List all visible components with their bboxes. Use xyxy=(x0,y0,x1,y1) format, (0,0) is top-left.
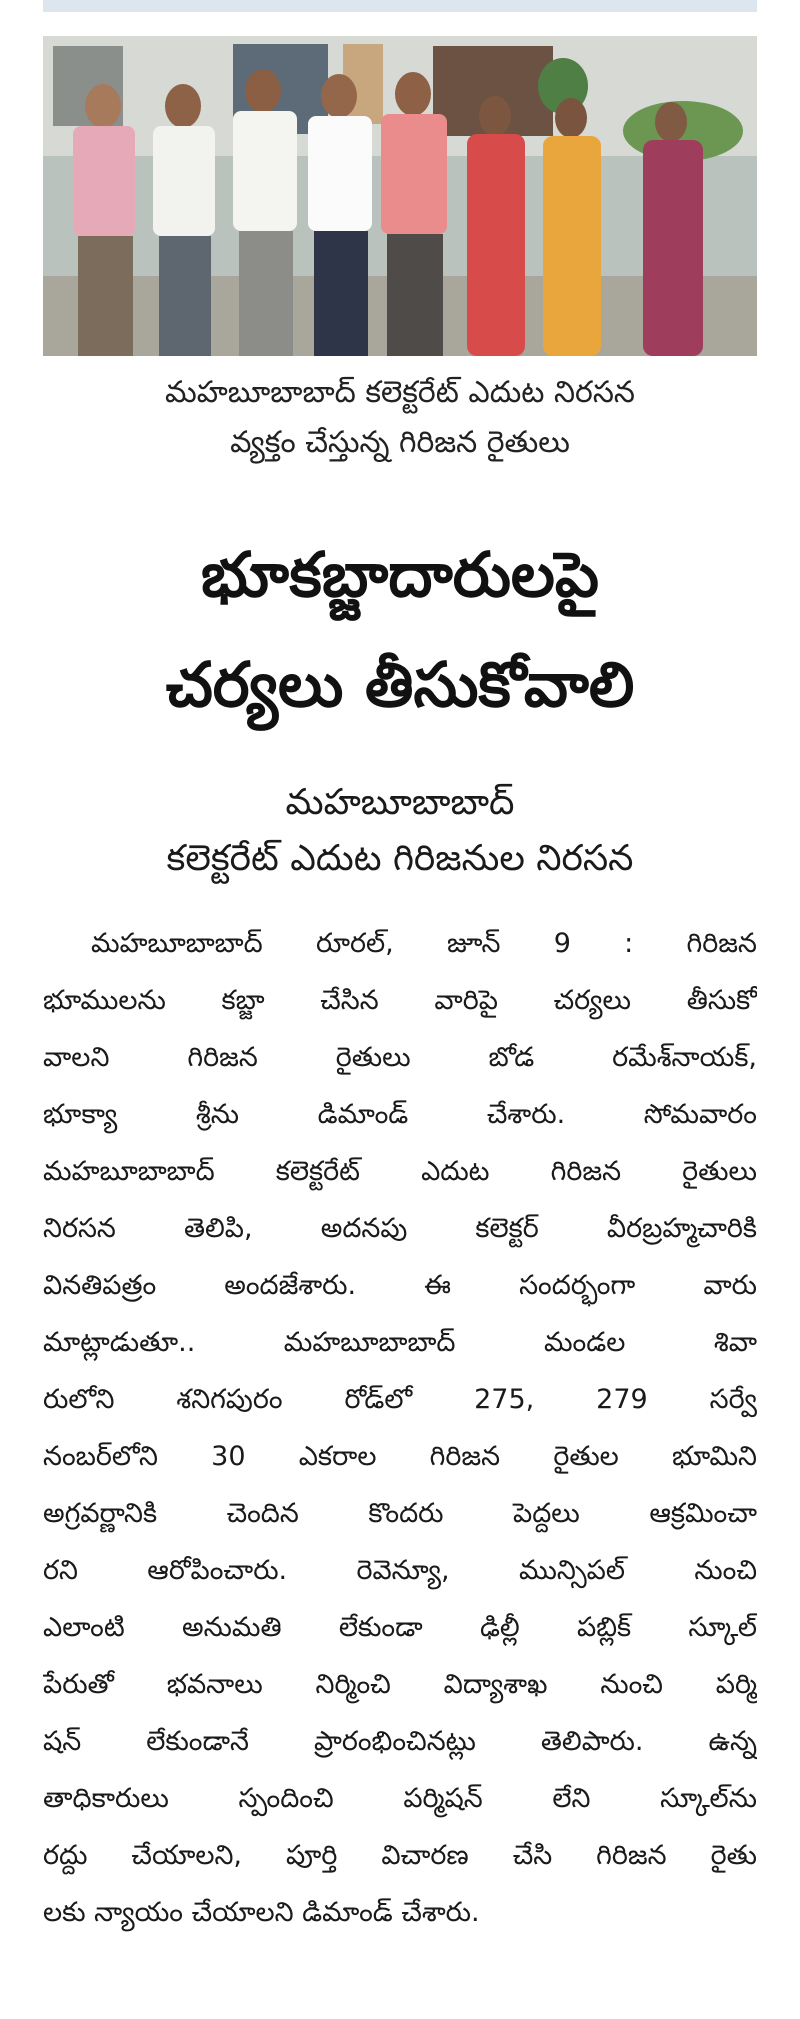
body-line: నంబర్‌లోని 30 ఎకరాల గిరిజన రైతుల భూమిని xyxy=(43,1441,757,1472)
caption-line: మహబూబాబాద్ కలెక్టరేట్ ఎదుట నిరసన xyxy=(165,375,635,410)
body-line: వినతిపత్రం అందజేశారు. ఈ సందర్భంగా వారు xyxy=(43,1270,757,1301)
body-line: రులోని శనిగపురం రోడ్‌లో 275, 279 సర్వే xyxy=(43,1384,757,1415)
body-line: రని ఆరోపించారు. రెవెన్యూ, మున్సిపల్ నుంచి xyxy=(43,1555,757,1586)
top-border-strip xyxy=(43,0,757,12)
headline-line: భూకబ్జాదారులపై xyxy=(201,538,599,611)
body-line: లకు న్యాయం చేయాలని డిమాండ్ చేశారు. xyxy=(43,1897,480,1928)
body-line: వాలని గిరిజన రైతులు బోడ రమేశ్‌నాయక్, xyxy=(43,1042,757,1073)
body-line: పేరుతో భవనాలు నిర్మించి విద్యాశాఖ నుంచి పర్మి xyxy=(43,1669,757,1700)
body-line: భూములను కబ్జా చేసిన వారిపై చర్యలు తీసుకో xyxy=(43,985,757,1016)
headline-line: చర్యలు తీసుకోవాలి xyxy=(165,648,635,721)
article-subhead xyxy=(20,775,780,887)
body-line: ఎలాంటి అనుమతి లేకుండా ఢిల్లీ పబ్లిక్ స్కూల్ xyxy=(43,1612,757,1643)
body-line: మాట్లాడుతూ.. మహబూబాబాద్ మండల శివా xyxy=(43,1327,757,1358)
caption-line: వ్యక్తం చేస్తున్న గిరిజన రైతులు xyxy=(230,425,570,460)
body-line: అగ్రవర్ణానికి చెందిన కొందరు పెద్దలు ఆక్రమించా xyxy=(43,1498,757,1529)
body-line: మహబూబాబాద్ కలెక్టరేట్ ఎదుట గిరిజన రైతులు xyxy=(43,1156,757,1187)
body-line: నిరసన తెలిపి, అదనపు కలెక్టర్ వీరబ్రహ్మచారికి xyxy=(43,1213,757,1244)
body-line: తాధికారులు స్పందించి పర్మిషన్ లేని స్కూల్‌ను xyxy=(43,1783,757,1814)
body-line: మహబూబాబాద్ రూరల్, జూన్ 9 : గిరిజన xyxy=(91,928,757,959)
body-line: రద్దు చేయాలని, పూర్తి విచారణ చేసి గిరిజన రైతు xyxy=(43,1840,757,1871)
subhead-line: కలెక్టరేట్ ఎదుట గిరిజనుల నిరసన xyxy=(166,838,634,879)
news-photo xyxy=(43,36,757,356)
article-headline xyxy=(20,520,780,740)
article-body xyxy=(43,915,757,1941)
body-line: భూక్యా శ్రీను డిమాండ్ చేశారు. సోమవారం xyxy=(43,1099,757,1130)
photo-caption xyxy=(43,368,757,468)
body-line: షన్ లేకుండానే ప్రారంభించినట్లు తెలిపారు. ఉన్న xyxy=(43,1726,757,1757)
subhead-line: మహబూబాబాద్ xyxy=(285,782,515,823)
